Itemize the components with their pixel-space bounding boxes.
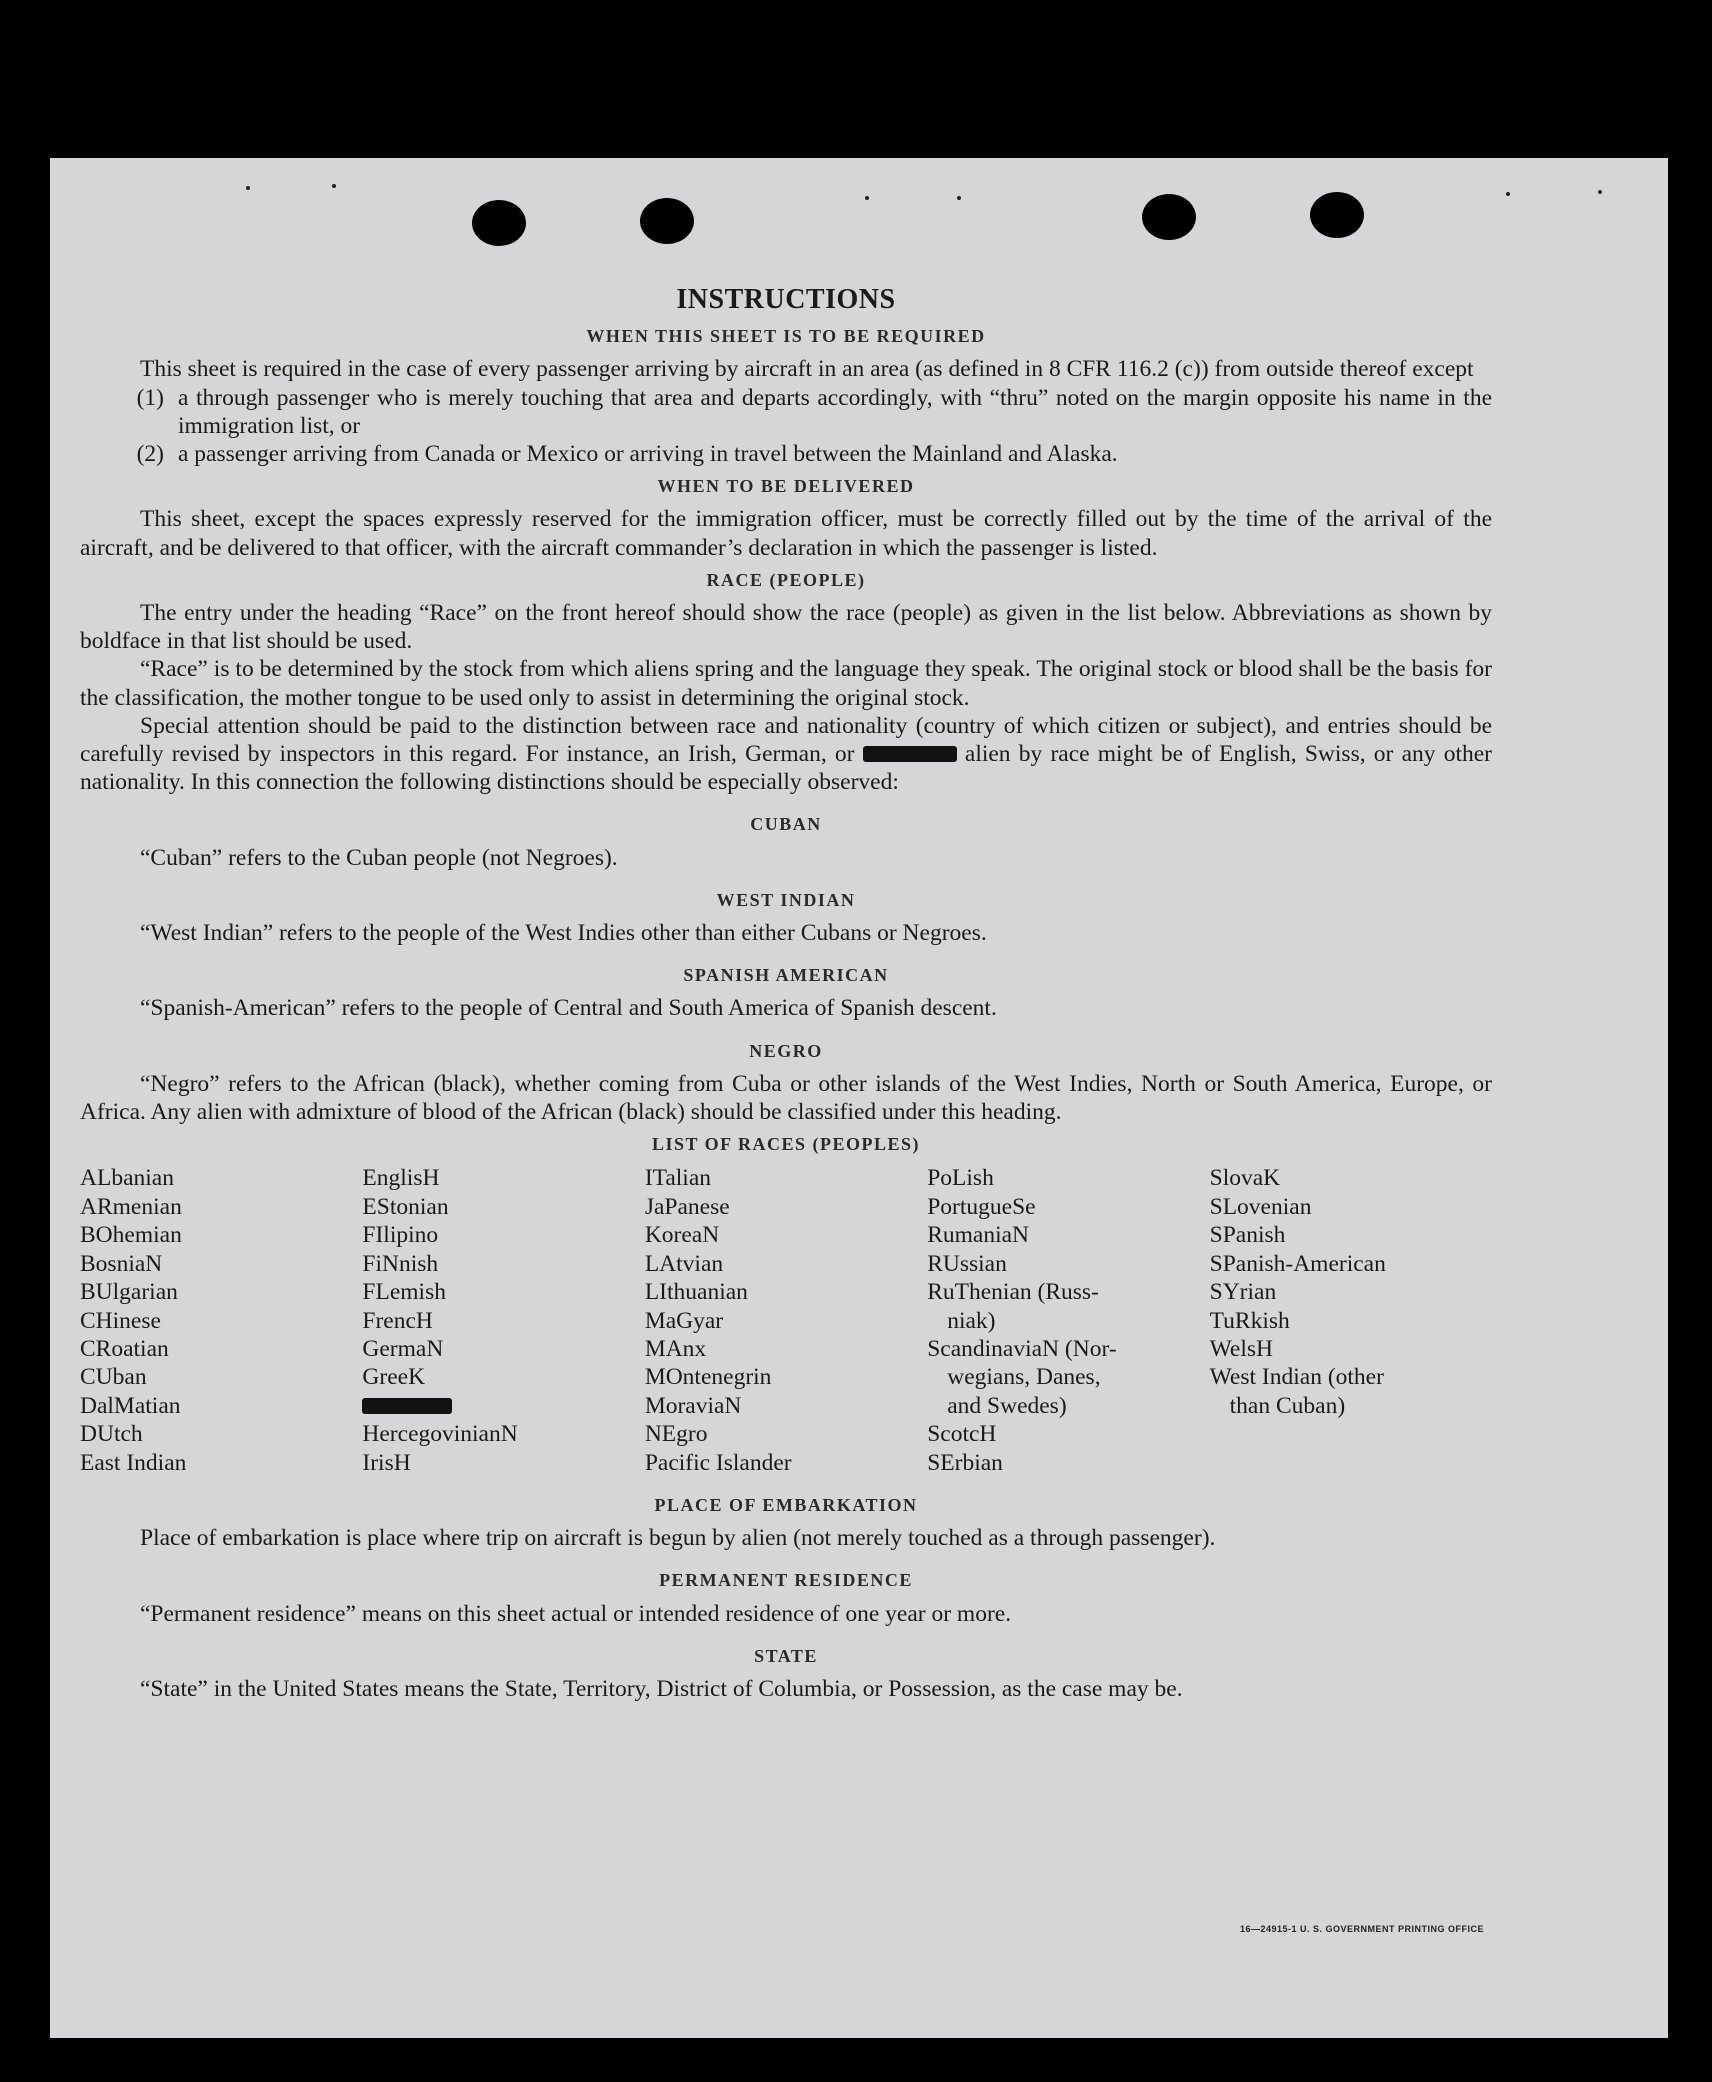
race-item: DUtch: [80, 1421, 143, 1448]
punch-hole: [1142, 194, 1196, 240]
race-item: FLemish: [362, 1279, 446, 1306]
race-item: GermaN: [362, 1335, 444, 1362]
paragraph: This sheet, except the spaces expressly reserved for the immigration officer, must be correctly filled out by the time of the arrival of the aircraft, and be delivered to that officer, with the aircraft commander’s declaration in which the passenger is listed.: [80, 506, 1492, 561]
races-column: [645, 1164, 927, 1476]
race-item: CRoatian: [80, 1335, 169, 1362]
race-item: LIthuanian: [644, 1279, 748, 1306]
races-column: [1210, 1164, 1492, 1476]
print-code: 16—24915-1 U. S. GOVERNMENT PRINTING OFFICE: [1239, 1924, 1484, 1934]
race-item-continued: and Swedes): [947, 1392, 1067, 1419]
punch-hole: [472, 200, 526, 246]
section-heading: SPANISH AMERICAN: [683, 965, 889, 986]
list-item: [80, 440, 1492, 468]
page-title: INSTRUCTIONS: [676, 284, 896, 315]
section-heading: WHEN THIS SHEET IS TO BE REQUIRED: [586, 326, 986, 347]
paragraph: “State” in the United States means the State, Territory, District of Columbia, or Possession, as the case may be.: [140, 1675, 1183, 1702]
paragraph: [80, 712, 1492, 797]
races-list: [80, 1164, 1492, 1476]
section-heading: NEGRO: [749, 1040, 823, 1061]
section-heading: PERMANENT RESIDENCE: [659, 1570, 913, 1591]
race-item: West Indian (other: [1209, 1364, 1384, 1391]
paragraph: “Cuban” refers to the Cuban people (not Negroes).: [140, 844, 618, 871]
paragraph: “Race” is to be determined by the stock from which aliens spring and the language they speak. The original stock or blood shall be the basis for the classification, the mother tongue to be used only to assist in determining the original stock.: [80, 656, 1492, 711]
speck: [1506, 192, 1510, 196]
race-item: ARmenian: [80, 1193, 182, 1220]
race-item: MAnx: [644, 1335, 707, 1362]
paragraph: The entry under the heading “Race” on the front hereof should show the race (people) as given in the list below. Abbreviations as shown by boldface in that list should be used.: [80, 600, 1492, 655]
race-item: MOntenegrin: [644, 1364, 772, 1391]
race-item: FrencH: [362, 1307, 433, 1334]
race-item: SYrian: [1209, 1279, 1277, 1306]
paragraph: “Spanish-American” refers to the people of Central and South America of Spanish descent.: [140, 995, 997, 1022]
paragraph: This sheet is required in the case of every passenger arriving by aircraft in an area (as defined in 8 CFR 116.2 (c)) from outside thereof except: [140, 356, 1474, 383]
race-item: PortugueSe: [927, 1193, 1036, 1220]
race-item: BosniaN: [80, 1250, 163, 1277]
speck: [957, 196, 961, 200]
race-item: PoLish: [927, 1165, 994, 1192]
race-item-continued: wegians, Danes,: [947, 1364, 1101, 1391]
race-item: SLovenian: [1209, 1193, 1312, 1220]
race-item: BUlgarian: [80, 1279, 178, 1306]
race-item-redacted: [362, 1392, 644, 1420]
race-item: FIlipino: [362, 1222, 439, 1249]
paragraph-text: Special attention should be paid to the distinction between race and nationality (country of which citizen or subject), and entries should be carefully revised by inspectors in this regard. For instance, an Irish, German, or: [80, 712, 1492, 768]
race-item: CHinese: [80, 1307, 161, 1334]
races-column: [927, 1164, 1209, 1476]
race-item: Pacific Islander: [644, 1449, 792, 1476]
paragraph: “Negro” refers to the African (black), whether coming from Cuba or other islands of the West Indies, North or South America, Europe, or Africa. Any alien with admixture of blood of the African (black) should be classified under this heading.: [80, 1070, 1492, 1126]
race-item: EStonian: [362, 1193, 449, 1220]
paragraph-text: alien by race might be of English, Swiss, or any other nationality. In this connection the following distinctions should be especially observed:: [80, 741, 1492, 796]
redaction-mark: [863, 746, 957, 762]
instructions-body: [80, 286, 1492, 1703]
race-item: CUban: [80, 1364, 147, 1391]
race-item: ScandinaviaN (Nor-: [927, 1335, 1117, 1362]
section-heading: PLACE OF EMBARKATION: [654, 1494, 918, 1515]
race-item: ScotcH: [927, 1421, 997, 1448]
race-item: RuThenian (Russ-: [927, 1279, 1099, 1306]
race-item: MoraviaN: [644, 1392, 742, 1419]
paragraph: “West Indian” refers to the people of the West Indies other than either Cubans or Negroes.: [140, 920, 987, 947]
document-page: [50, 158, 1668, 2038]
race-item: NEgro: [644, 1421, 708, 1448]
race-item: SPanish: [1209, 1222, 1286, 1249]
race-item: KoreaN: [644, 1222, 720, 1249]
race-item: MaGyar: [644, 1307, 724, 1334]
race-item: TuRkish: [1209, 1307, 1290, 1334]
race-item: LAtvian: [644, 1250, 724, 1277]
speck: [865, 196, 869, 200]
redaction-mark: [362, 1398, 452, 1414]
list-text: a passenger arriving from Canada or Mexico or arriving in travel between the Mainland and Alaska.: [178, 441, 1118, 468]
speck: [1598, 190, 1602, 194]
race-item: BOhemian: [80, 1222, 182, 1249]
race-item: EnglisH: [362, 1165, 440, 1192]
race-item-continued: than Cuban): [1229, 1392, 1346, 1419]
paragraph: Place of embarkation is place where trip on aircraft is begun by alien (not merely touched as a through passenger).: [140, 1525, 1216, 1552]
race-item: RUssian: [927, 1250, 1007, 1277]
race-item: JaPanese: [644, 1193, 730, 1220]
races-column: [80, 1164, 362, 1476]
section-heading: WHEN TO BE DELIVERED: [657, 476, 915, 497]
section-heading: CUBAN: [750, 814, 822, 835]
race-item-continued: niak): [947, 1307, 996, 1334]
section-heading: STATE: [754, 1645, 818, 1666]
race-item: SErbian: [927, 1449, 1003, 1476]
paragraph: “Permanent residence” means on this sheet actual or intended residence of one year or more.: [140, 1600, 1012, 1627]
races-column: [362, 1164, 644, 1476]
punch-hole: [640, 198, 694, 244]
race-item: SlovaK: [1209, 1165, 1281, 1192]
race-item: IrisH: [362, 1449, 411, 1476]
race-item: FiNnish: [362, 1250, 439, 1277]
race-item: DalMatian: [80, 1392, 181, 1419]
list-text: a through passenger who is merely touching that area and departs accordingly, with “thru” noted on the margin opposite his name in the immigration list, or: [178, 384, 1492, 439]
race-item: ITalian: [644, 1165, 712, 1192]
list-item: [80, 384, 1492, 440]
section-heading: RACE (PEOPLE): [706, 569, 866, 590]
list-number: (1): [136, 384, 164, 411]
speck: [332, 184, 336, 188]
race-item: ALbanian: [80, 1165, 174, 1192]
race-item: East Indian: [80, 1449, 187, 1476]
race-item: GreeK: [362, 1364, 426, 1391]
speck: [246, 186, 250, 190]
section-heading: WEST INDIAN: [716, 889, 856, 910]
punch-hole: [1310, 192, 1364, 238]
race-item: SPanish-American: [1209, 1250, 1386, 1277]
section-heading: LIST OF RACES (PEOPLES): [651, 1134, 921, 1155]
race-item: HercegovinianN: [362, 1421, 518, 1448]
race-item: RumaniaN: [927, 1222, 1030, 1249]
list-number: (2): [136, 441, 164, 468]
race-item: WelsH: [1209, 1335, 1273, 1362]
